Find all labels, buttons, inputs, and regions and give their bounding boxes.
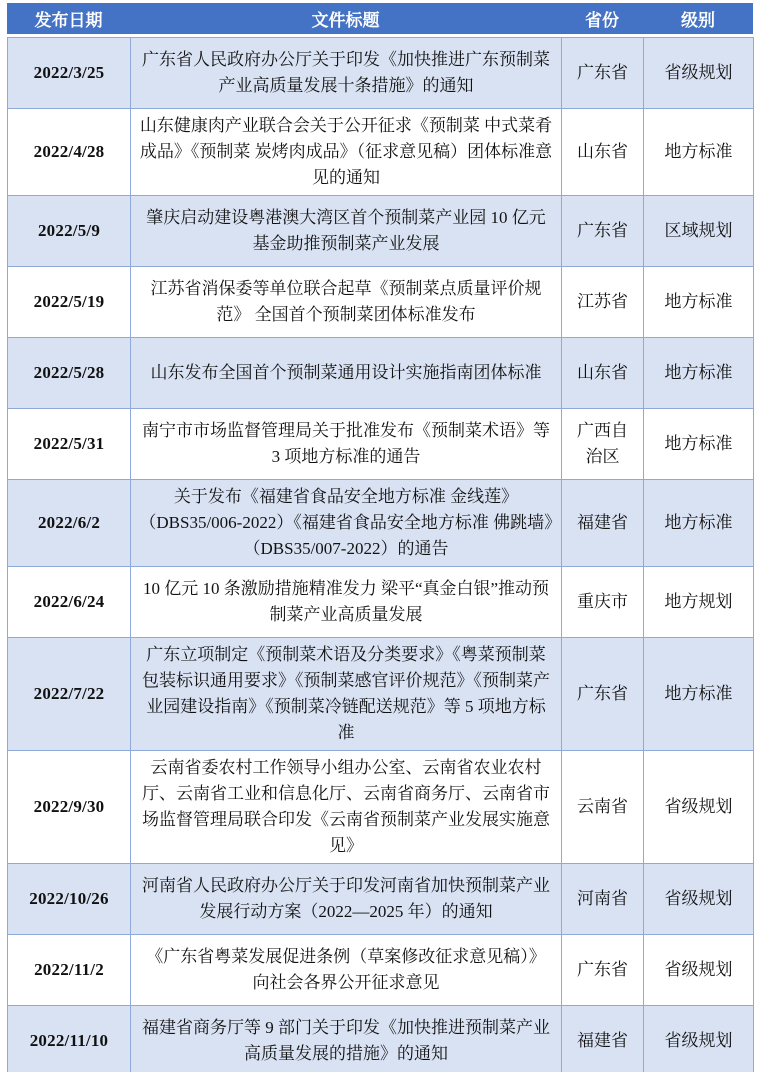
cell-title: 江苏省消保委等单位联合起草《预制菜点质量评价规范》 全国首个预制菜团体标准发布	[131, 267, 562, 338]
column-header-document-title: 文件标题	[311, 11, 380, 30]
cell-title: 肇庆启动建设粤港澳大湾区首个预制菜产业园 10 亿元基金助推预制菜产业发展	[131, 196, 562, 267]
cell-title: 广东立项制定《预制菜术语及分类要求》《粤菜预制菜包装标识通用要求》《预制菜感官评价规范》《预制菜产业园建设指南》《预制菜冷链配送规范》等 5 项地方标准	[131, 638, 562, 751]
cell-level: 省级规划	[644, 864, 754, 935]
table-header-row	[7, 3, 753, 34]
cell-level: 地方标准	[644, 109, 754, 196]
cell-title: 云南省委农村工作领导小组办公室、云南省农业农村厅、云南省工业和信息化厅、云南省商务厅、云南省市场监督管理局联合印发《云南省预制菜产业发展实施意见》	[131, 751, 562, 864]
table-row	[8, 196, 754, 267]
cell-date: 2022/7/22	[8, 638, 131, 751]
cell-title: 《广东省粤菜发展促进条例（草案修改征求意见稿）》向社会各界公开征求意见	[131, 935, 562, 1006]
cell-province: 福建省	[562, 1006, 644, 1072]
cell-level: 区域规划	[644, 196, 754, 267]
cell-date: 2022/3/25	[8, 38, 131, 109]
cell-level: 地方标准	[644, 267, 754, 338]
column-header-province: 省份	[585, 11, 619, 30]
table-row	[8, 935, 754, 1006]
cell-province: 河南省	[562, 864, 644, 935]
table-row	[8, 267, 754, 338]
table-row	[8, 338, 754, 409]
cell-title: 广东省人民政府办公厅关于印发《加快推进广东预制菜产业高质量发展十条措施》的通知	[131, 38, 562, 109]
cell-date: 2022/5/28	[8, 338, 131, 409]
cell-date: 2022/10/26	[8, 864, 131, 935]
cell-date: 2022/5/9	[8, 196, 131, 267]
cell-title: 山东发布全国首个预制菜通用设计实施指南团体标准	[131, 338, 562, 409]
table-row	[8, 480, 754, 567]
cell-date: 2022/5/31	[8, 409, 131, 480]
cell-title: 山东健康肉产业联合会关于公开征求《预制菜 中式菜肴成品》《预制菜 炭烤肉成品》（征求意见稿）团体标准意见的通知	[131, 109, 562, 196]
cell-province: 重庆市	[562, 567, 644, 638]
cell-date: 2022/6/24	[8, 567, 131, 638]
cell-date: 2022/5/19	[8, 267, 131, 338]
cell-level: 地方标准	[644, 338, 754, 409]
cell-province: 山东省	[562, 338, 644, 409]
cell-title: 10 亿元 10 条激励措施精准发力 梁平“真金白银”推动预制菜产业高质量发展	[131, 567, 562, 638]
table-row	[8, 38, 754, 109]
cell-level: 地方标准	[644, 409, 754, 480]
cell-date: 2022/9/30	[8, 751, 131, 864]
table-row	[8, 638, 754, 751]
cell-title: 南宁市市场监督管理局关于批准发布《预制菜术语》等 3 项地方标准的通告	[131, 409, 562, 480]
cell-province: 广东省	[562, 935, 644, 1006]
cell-province: 广西自治区	[562, 409, 644, 480]
cell-province: 山东省	[562, 109, 644, 196]
cell-level: 省级规划	[644, 38, 754, 109]
cell-title: 关于发布《福建省食品安全地方标准 金线莲》（DBS35/006-2022）《福建省食品安全地方标准 佛跳墙》（DBS35/007-2022）的通告	[131, 480, 562, 567]
cell-province: 广东省	[562, 196, 644, 267]
table-row	[8, 567, 754, 638]
cell-level: 省级规划	[644, 751, 754, 864]
cell-province: 江苏省	[562, 267, 644, 338]
cell-date: 2022/4/28	[8, 109, 131, 196]
table-row	[8, 751, 754, 864]
cell-date: 2022/11/10	[8, 1006, 131, 1072]
table-row	[8, 409, 754, 480]
policy-documents-table	[7, 37, 754, 1072]
cell-level: 省级规划	[644, 935, 754, 1006]
table-row	[8, 109, 754, 196]
cell-title: 福建省商务厅等 9 部门关于印发《加快推进预制菜产业高质量发展的措施》的通知	[131, 1006, 562, 1072]
cell-title: 河南省人民政府办公厅关于印发河南省加快预制菜产业发展行动方案（2022—2025 年）的通知	[131, 864, 562, 935]
table-row	[8, 864, 754, 935]
cell-province: 云南省	[562, 751, 644, 864]
cell-level: 地方标准	[644, 638, 754, 751]
cell-level: 地方规划	[644, 567, 754, 638]
cell-level: 省级规划	[644, 1006, 754, 1072]
cell-date: 2022/6/2	[8, 480, 131, 567]
cell-level: 地方标准	[644, 480, 754, 567]
column-header-level: 级别	[681, 11, 715, 30]
cell-date: 2022/11/2	[8, 935, 131, 1006]
table-row	[8, 1006, 754, 1072]
cell-province: 广东省	[562, 38, 644, 109]
column-header-publish-date: 发布日期	[34, 11, 103, 30]
cell-province: 福建省	[562, 480, 644, 567]
cell-province: 广东省	[562, 638, 644, 751]
